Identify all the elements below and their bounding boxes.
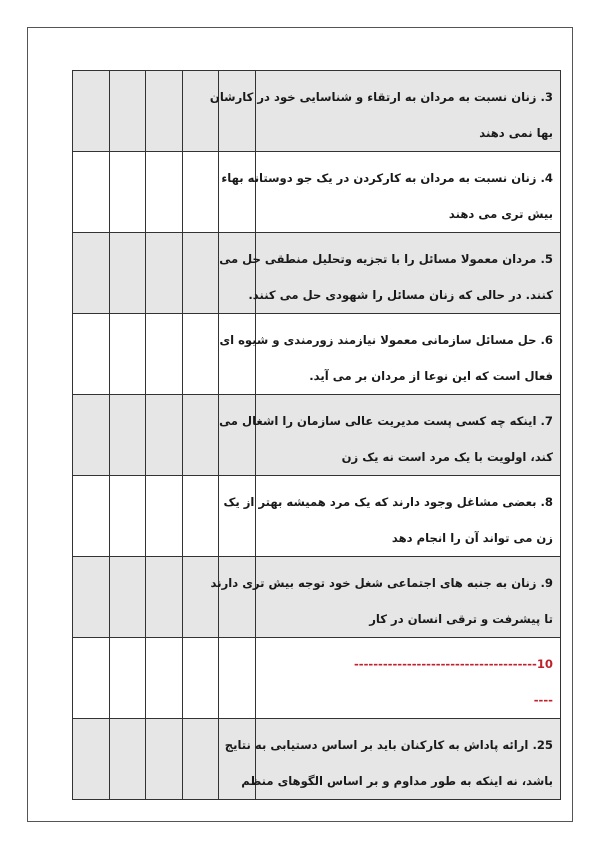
rating-cell[interactable]: [146, 71, 183, 152]
question-text-line: 8. بعضی مشاغل وجود دارند که یک مرد همیشه بهتر از یک: [223, 495, 553, 509]
rating-cell[interactable]: [109, 395, 146, 476]
table-row: [73, 638, 561, 719]
rating-cell[interactable]: [73, 71, 110, 152]
question-cell: [219, 314, 561, 395]
table-row: [73, 71, 561, 152]
question-cell: [221, 152, 561, 233]
rating-cell[interactable]: [73, 233, 110, 314]
question-cell: [219, 233, 561, 314]
rating-cell[interactable]: [182, 719, 219, 800]
table-row: [73, 233, 561, 314]
question-text-line: 25. ارائه پاداش به کارکنان باید بر اساس دستیابی به نتایج: [224, 738, 553, 752]
rating-cell[interactable]: [73, 314, 110, 395]
rating-cell[interactable]: [182, 395, 219, 476]
question-text-line: 4. زنان نسبت به مردان به کارکردن در یک جو دوستانه بهاء: [221, 171, 553, 185]
table-row: [73, 152, 561, 233]
question-text-line: زن می تواند آن را انجام دهد: [391, 531, 553, 545]
rating-cell[interactable]: [219, 638, 256, 719]
rating-cell[interactable]: [109, 719, 146, 800]
rating-cell[interactable]: [146, 557, 183, 638]
questionnaire-table: [72, 70, 561, 800]
table-row: [73, 395, 561, 476]
question-cell: [210, 557, 561, 638]
rating-cell[interactable]: [146, 719, 183, 800]
table-row: [73, 476, 561, 557]
rating-cell[interactable]: [73, 719, 110, 800]
table-row: [73, 557, 561, 638]
question-text-line: 10--------------------------------------: [354, 657, 553, 671]
separator-cell: [255, 638, 561, 719]
table-row: [73, 314, 561, 395]
rating-cell[interactable]: [182, 152, 219, 233]
rating-cell[interactable]: [146, 152, 183, 233]
question-text-line: بیش تری می دهند: [448, 207, 553, 221]
rating-cell[interactable]: [109, 557, 146, 638]
rating-cell[interactable]: [182, 314, 219, 395]
question-text-line: 6. حل مسائل سازمانی معمولا نیازمند زورمندی و شیوه ای: [219, 333, 553, 347]
rating-cell[interactable]: [146, 638, 183, 719]
rating-cell[interactable]: [109, 638, 146, 719]
rating-cell[interactable]: [73, 638, 110, 719]
question-cell: [224, 719, 561, 800]
rating-cell[interactable]: [73, 152, 110, 233]
question-text-line: ----: [533, 693, 553, 707]
rating-cell[interactable]: [109, 152, 146, 233]
rating-cell[interactable]: [109, 233, 146, 314]
rating-cell[interactable]: [146, 395, 183, 476]
rating-cell[interactable]: [146, 476, 183, 557]
question-cell: [209, 71, 561, 152]
table-row: [73, 719, 561, 800]
question-text-line: 9. زنان به جنبه های اجتماعی شغل خود توجه بیش تری دارند: [210, 576, 553, 590]
question-cell: [219, 395, 561, 476]
question-text-line: 3. زنان نسبت به مردان به ارتقاء و شناسایی خود در کارشان: [209, 90, 553, 104]
rating-cell[interactable]: [73, 476, 110, 557]
question-text-line: تا پیشرفت و ترقی انسان در کار: [369, 612, 553, 626]
question-text-line: بها نمی دهند: [479, 126, 553, 140]
rating-cell[interactable]: [73, 557, 110, 638]
question-cell: [223, 476, 561, 557]
question-text-line: باشد، نه اینکه به طور مداوم و بر اساس الگوهای منظم: [241, 774, 553, 788]
question-text-line: کنند. در حالی که زنان مسائل را شهودی حل می کنند.: [248, 288, 553, 302]
rating-cell[interactable]: [182, 638, 219, 719]
question-text-line: فعال است که این نوعا از مردان بر می آید.: [309, 369, 553, 383]
question-text-line: 7. اینکه چه کسی پست مدیریت عالی سازمان را اشغال می: [219, 414, 553, 428]
rating-cell[interactable]: [109, 476, 146, 557]
rating-cell[interactable]: [109, 314, 146, 395]
question-text-line: 5. مردان معمولا مسائل را با تجزیه وتحلیل منطقی حل می: [219, 252, 553, 266]
rating-cell[interactable]: [73, 395, 110, 476]
rating-cell[interactable]: [182, 476, 219, 557]
rating-cell[interactable]: [146, 314, 183, 395]
rating-cell[interactable]: [146, 233, 183, 314]
rating-cell[interactable]: [109, 71, 146, 152]
question-text-line: کند، اولویت با یک مرد است نه یک زن: [341, 450, 553, 464]
rating-cell[interactable]: [182, 233, 219, 314]
